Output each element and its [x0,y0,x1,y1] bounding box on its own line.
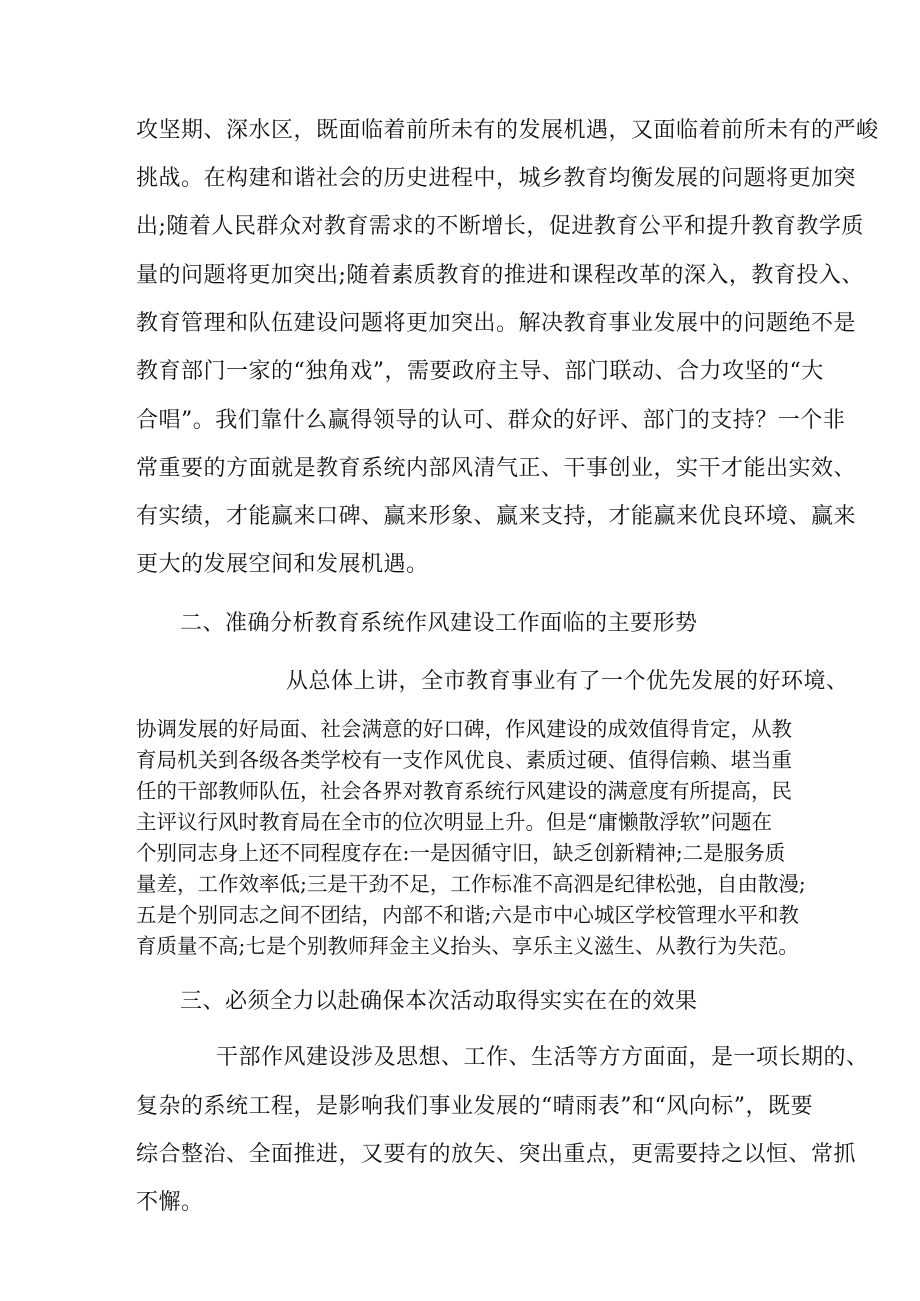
paragraph-2-line: 育局机关到各级各类学校有一支作风优良、素质过硬、值得信赖、堪当重 [136,748,792,772]
paragraph-2-line: 协调发展的好局面、社会满意的好口碑，作风建设的成效值得肯定，从教 [136,717,792,741]
paragraph-2-line: 主评议行风时教育局在全市的位次明显上升。但是“庸懒散浮软”问题在 [136,810,772,834]
paragraph-2-line: 育质量不高;七是个别教师拜金主义抬头、享乐主义滋生、从教行为失范。 [136,934,799,958]
paragraph-1-line: 量的问题将更加突出;随着素质教育的推进和课程改革的深入，教育投入、 [136,263,864,288]
paragraph-1-line: 教育部门一家的“独角戏”，需要政府主导、部门联动、合力攻坚的“大 [136,359,824,384]
paragraph-3-line: 干部作风建设涉及思想、工作、生活等方方面面，是一项长期的、 [216,1045,869,1070]
paragraph-3-line: 综合整治、全面推进，又要有的放矢、突出重点，更需要持之以恒、常抓 [136,1142,857,1167]
section-heading-2: 二、准确分析教育系统作风建设工作面临的主要形势 [180,611,698,636]
paragraph-1-line: 出;随着人民群众对教育需求的不断增长，促进教育公平和提升教育教学质 [136,214,864,239]
paragraph-2-line: 量差，工作效率低;三是干劲不足，工作标准不高泗是纪律松弛，自由散漫; [136,872,806,896]
paragraph-1-line: 合唱”。我们靠什么赢得领导的认可、群众的好评、部门的支持？一个非 [136,408,846,433]
paragraph-2-line: 个别同志身上还不同程度存在:一是因循守旧，缺乏创新精神;二是服务质 [136,841,786,865]
paragraph-3-line: 不懈。 [136,1190,204,1215]
paragraph-1-line: 常重要的方面就是教育系统内部风清气正、干事创业，实干才能出实效、 [136,456,857,481]
paragraph-1-line: 攻坚期、深水区，既面临着前所未有的发展机遇，又面临着前所未有的严峻 [136,118,879,143]
paragraph-1-line: 教育管理和队伍建设问题将更加突出。解决教育事业发展中的问题绝不是 [136,311,857,336]
paragraph-2-line: 从总体上讲，全市教育事业有了一个优先发展的好环境、 [286,669,849,694]
paragraph-2-line: 五是个别同志之间不团结，内部不和谐;六是市中心城区学校管理水平和教 [136,903,799,927]
paragraph-1-line: 有实绩，才能赢来口碑、赢来形象、赢来支持，才能赢来优良环境、赢来 [136,504,857,529]
paragraph-2-line: 任的干部教师队伍，社会各界对教育系统行风建设的满意度有所提高，民 [136,779,792,803]
section-heading-3: 三、必须全力以赴确保本次活动取得实实在在的效果 [180,989,698,1014]
paragraph-3-line: 复杂的系统工程，是影响我们事业发展的“晴雨表”和“风向标”，既要 [136,1094,813,1119]
paragraph-1-line: 更大的发展空间和发展机遇。 [136,552,429,577]
paragraph-1-line: 挑战。在构建和谐社会的历史进程中，城乡教育均衡发展的问题将更加突 [136,166,857,191]
